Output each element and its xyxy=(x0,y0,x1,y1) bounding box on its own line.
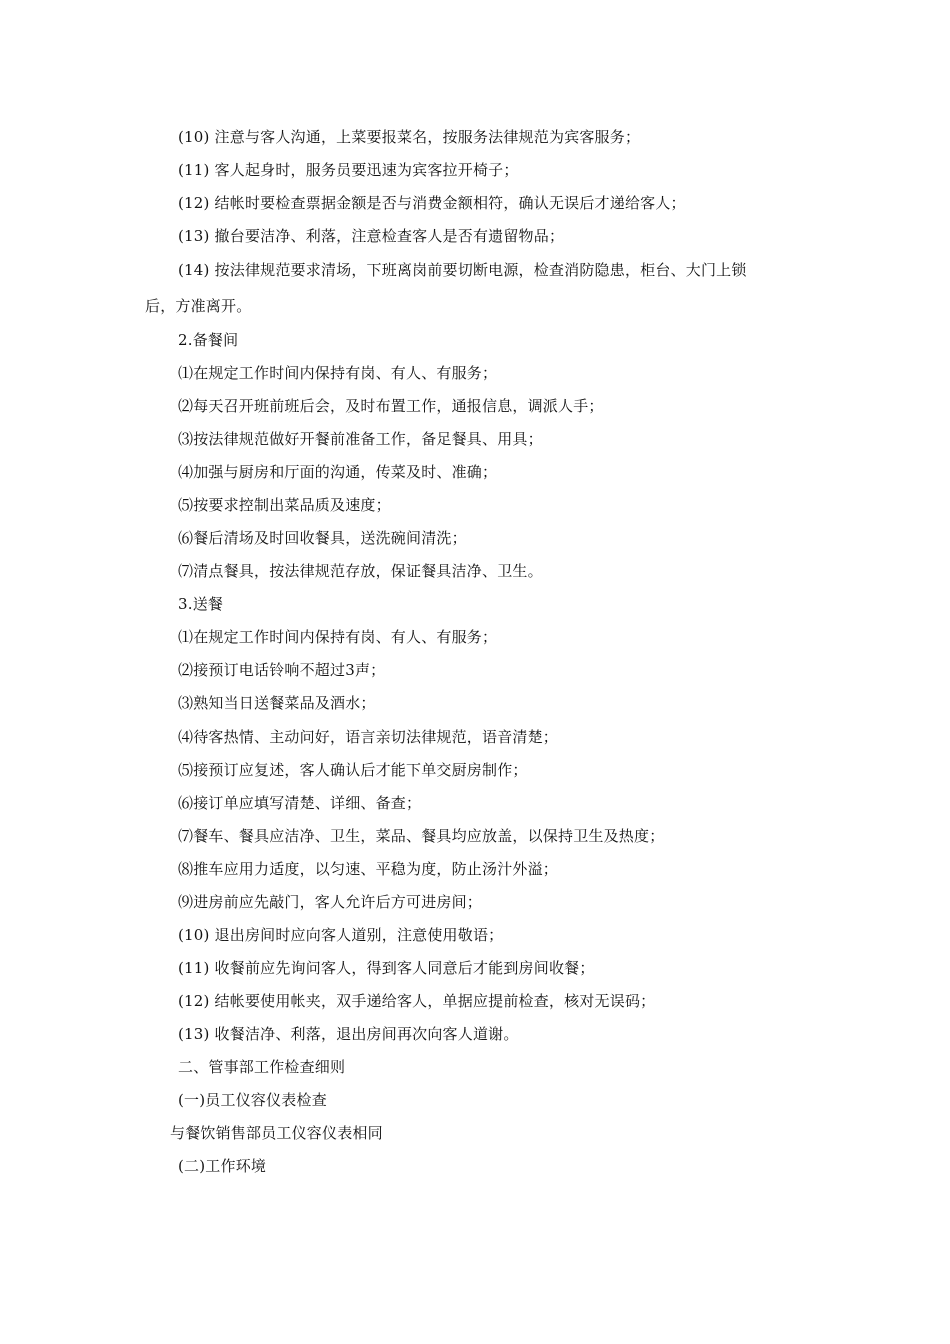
list-item: ⑶熟知当日送餐菜品及酒水； xyxy=(178,694,376,712)
list-item: (12) 结帐要使用帐夹，双手递给客人，单据应提前检查，核对无误码； xyxy=(178,992,656,1010)
text-line: 后，方准离开。 xyxy=(145,297,252,315)
subsection-heading: (一)员工仪容仪表检查 xyxy=(178,1091,327,1109)
list-item: ⑸接预订应复述，客人确认后才能下单交厨房制作； xyxy=(178,761,528,779)
list-item: ⑷待客热情、主动问好，语言亲切法律规范，语音清楚； xyxy=(178,728,559,746)
list-item: ⑴在规定工作时间内保持有岗、有人、有服务； xyxy=(178,628,498,646)
list-item: (13) 收餐洁净、利落，退出房间再次向客人道谢。 xyxy=(178,1025,519,1043)
list-item: ⑺清点餐具，按法律规范存放，保证餐具洁净、卫生。 xyxy=(178,562,543,580)
text-line: (13) 撤台要洁净、利落，注意检查客人是否有遗留物品； xyxy=(178,227,565,245)
text-line: (12) 结帐时要检查票据金额是否与消费金额相符，确认无误后才递给客人； xyxy=(178,194,686,212)
list-item: ⑶按法律规范做好开餐前准备工作，备足餐具、用具； xyxy=(178,430,543,448)
list-item: ⑻推车应用力适度，以匀速、平稳为度，防止汤汁外溢； xyxy=(178,860,559,878)
list-item: (10) 退出房间时应向客人道别，注意使用敬语； xyxy=(178,926,504,944)
text-line: (11) 客人起身时，服务员要迅速为宾客拉开椅子； xyxy=(178,161,519,179)
list-item: (11) 收餐前应先询问客人，得到客人同意后才能到房间收餐； xyxy=(178,959,595,977)
list-item: ⑴在规定工作时间内保持有岗、有人、有服务； xyxy=(178,364,498,382)
list-item: ⑷加强与厨房和厅面的沟通，传菜及时、准确； xyxy=(178,463,498,481)
list-item: ⑵每天召开班前班后会，及时布置工作，通报信息，调派人手； xyxy=(178,397,604,415)
section-heading: 3.送餐 xyxy=(178,595,224,613)
text-line: (14) 按法律规范要求清场，下班离岗前要切断电源，检查消防隐患，柜台、大门上锁 xyxy=(178,261,747,279)
list-item: ⑼进房前应先敲门，客人允许后方可进房间； xyxy=(178,893,483,911)
subsection-heading: (二)工作环境 xyxy=(178,1157,267,1175)
section-heading: 2.备餐间 xyxy=(178,331,239,349)
text-line: 与餐饮销售部员工仪容仪表相同 xyxy=(170,1124,383,1142)
section-heading: 二、管事部工作检查细则 xyxy=(178,1058,346,1076)
list-item: ⑹接订单应填写清楚、详细、备查； xyxy=(178,794,422,812)
list-item: ⑺餐车、餐具应洁净、卫生，菜品、餐具均应放盖，以保持卫生及热度； xyxy=(178,827,665,845)
list-item: ⑸按要求控制出菜品质及速度； xyxy=(178,496,391,514)
list-item: ⑹餐后清场及时回收餐具，送洗碗间清洗； xyxy=(178,529,467,547)
list-item: ⑵接预订电话铃响不超过3声； xyxy=(178,661,386,679)
text-line: (10) 注意与客人沟通，上菜要报菜名，按服务法律规范为宾客服务； xyxy=(178,128,641,146)
